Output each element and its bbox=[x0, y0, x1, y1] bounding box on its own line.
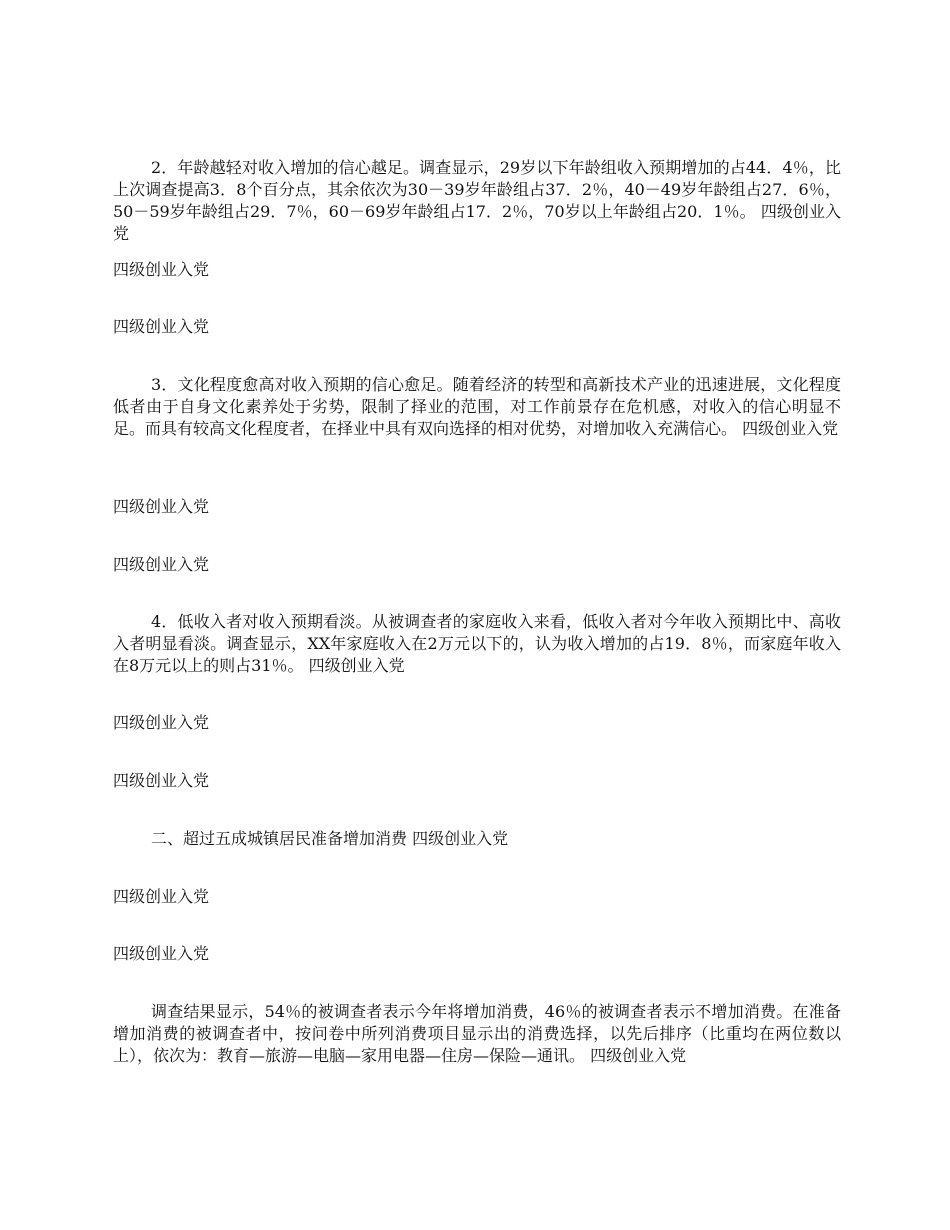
repeated-tag-line: 四级创业入党 bbox=[113, 260, 210, 279]
repeated-tag-line: 四级创业入党 bbox=[113, 713, 210, 732]
section-heading-consumption: 二、超过五成城镇居民准备增加消费 四级创业入党 bbox=[151, 829, 509, 848]
paragraph-education-confidence: 3．文化程度愈高对收入预期的信心愈足。随着经济的转型和高新技术产业的迅速进展，文化程度低者由于自身文化素养处于劣势，限制了择业的范围，对工作前景存在危机感，对收入的信心明显不足。而具有较高文化程度者，在择业中具有双向选择的相对优势，对增加收入充满信心。 四级创业入党 bbox=[113, 375, 841, 438]
repeated-tag-line: 四级创业入党 bbox=[113, 771, 210, 790]
repeated-tag-line: 四级创业入党 bbox=[113, 944, 210, 963]
repeated-tag-line: 四级创业入党 bbox=[113, 887, 210, 906]
paragraph-age-confidence: 2．年龄越轻对收入增加的信心越足。调查显示，29岁以下年龄组收入预期增加的占44．4％，比上次调查提高3．8个百分点，其余依次为30－39岁年龄组占37．2％，40－49岁年龄组占27．6％，50－59岁年龄组占29．7％，60－69岁年龄组占17．2％，70岁以上年龄组占20．1％。 四级创业入党 bbox=[113, 158, 841, 243]
paragraph-consumption-survey: 调查结果显示，54％的被调查者表示今年将增加消费，46％的被调查者表示不增加消费。在准备增加消费的被调查者中，按问卷中所列消费项目显示出的消费选择，以先后排序（比重均在两位数以上），依次为：教育—旅游—电脑—家用电器—住房—保险—通讯。 四级创业入党 bbox=[113, 1002, 841, 1065]
paragraph-low-income: 4．低收入者对收入预期看淡。从被调查者的家庭收入来看，低收入者对今年收入预期比中、高收入者明显看淡。调查显示，XX年家庭收入在2万元以下的，认为收入增加的占19．8％，而家庭年收入在8万元以上的则占31％。 四级创业入党 bbox=[113, 612, 841, 675]
repeated-tag-line: 四级创业入党 bbox=[113, 555, 210, 574]
repeated-tag-line: 四级创业入党 bbox=[113, 317, 210, 336]
repeated-tag-line: 四级创业入党 bbox=[113, 497, 210, 516]
